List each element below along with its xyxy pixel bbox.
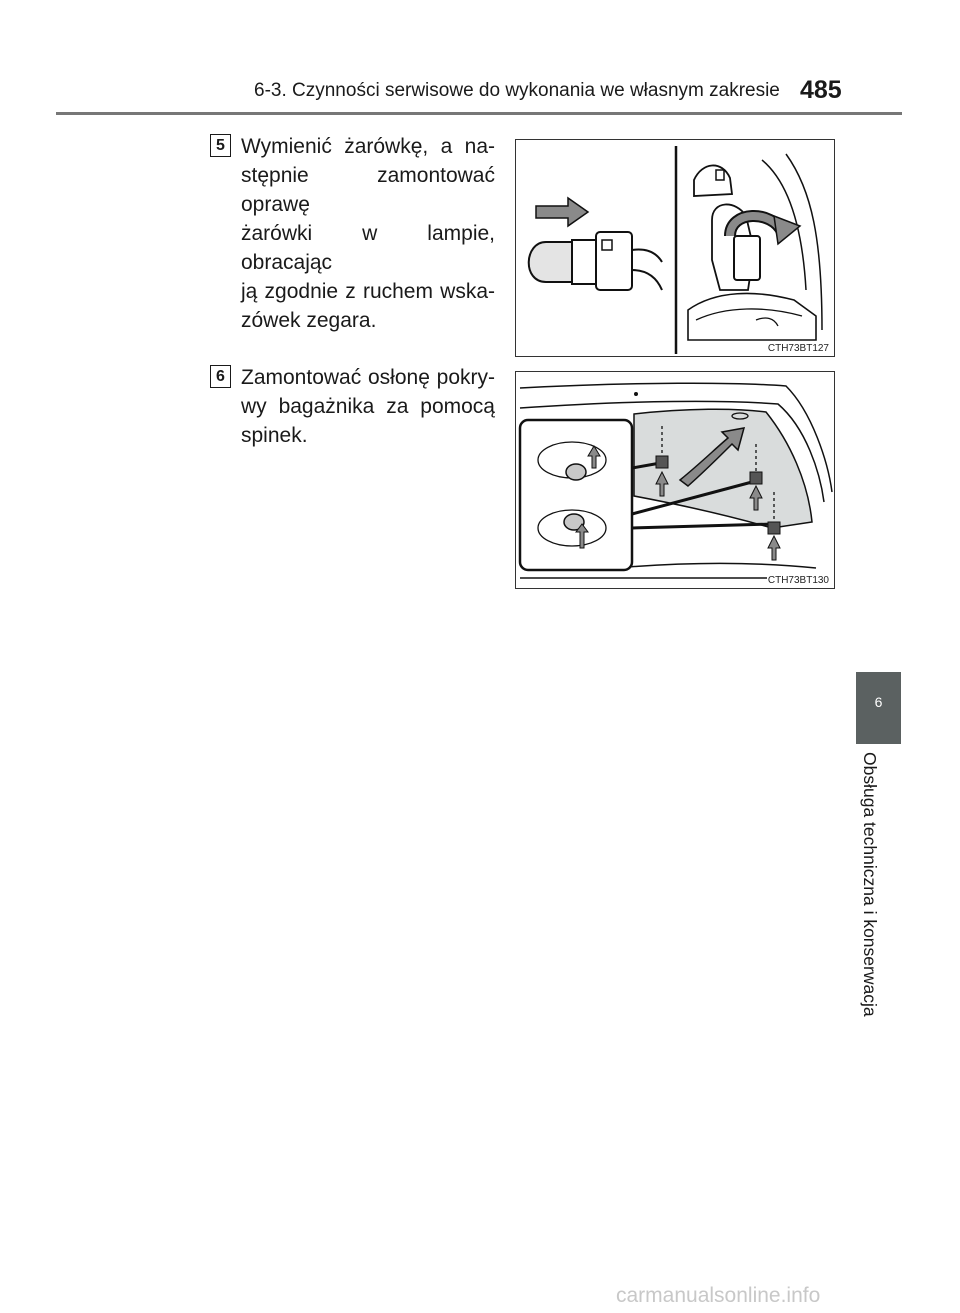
step-5-line-5: zówek zegara. — [241, 309, 377, 332]
clip-icon — [566, 464, 586, 480]
page-number: 485 — [800, 76, 842, 104]
bulb-glass — [529, 242, 574, 282]
step-6-line-2: wy bagażnika za pomocą — [241, 395, 495, 418]
header-rule — [56, 112, 902, 115]
step-5-line-1: Wymienić żarówkę, a na- — [241, 135, 495, 158]
step-5-line-3: żarówki w lampie, obracając — [241, 222, 495, 274]
bulb-install-illustration — [516, 140, 834, 356]
step-6-line-1: Zamontować osłonę pokry- — [241, 366, 495, 389]
step-5-line-2: stępnie zamontować oprawę — [241, 164, 495, 216]
figure-trunk-cover — [515, 371, 835, 589]
clip-icon — [768, 522, 780, 534]
step-5-line-4: ją zgodnie z ruchem wska- — [241, 280, 495, 303]
chapter-label: Obsługa techniczna i konserwacja — [860, 752, 880, 1017]
step-6-text — [241, 363, 495, 450]
step-6-line-3: spinek. — [241, 424, 308, 447]
cover-panel — [634, 409, 812, 528]
chapter-tab: 6 — [856, 672, 901, 744]
figure-code-130: CTH73BT130 — [767, 575, 829, 586]
clip-icon — [750, 472, 762, 484]
step-5-text — [241, 132, 495, 335]
footer-watermark: carmanualsonline.info — [616, 1284, 821, 1307]
bulb-base — [572, 240, 598, 284]
socket — [734, 236, 760, 280]
up-arrow-icon — [768, 536, 780, 560]
figure-code-127: CTH73BT127 — [767, 343, 829, 354]
header-title: 6-3. Czynności serwisowe do wykonania we własnym zakresie — [254, 80, 780, 101]
step-5-badge: 5 — [210, 134, 231, 157]
trunk-cover-illustration — [516, 372, 834, 588]
push-arrow-icon — [536, 198, 588, 226]
step-6-badge: 6 — [210, 365, 231, 388]
clip-icon — [656, 456, 668, 468]
figure-bulb-install — [515, 139, 835, 357]
